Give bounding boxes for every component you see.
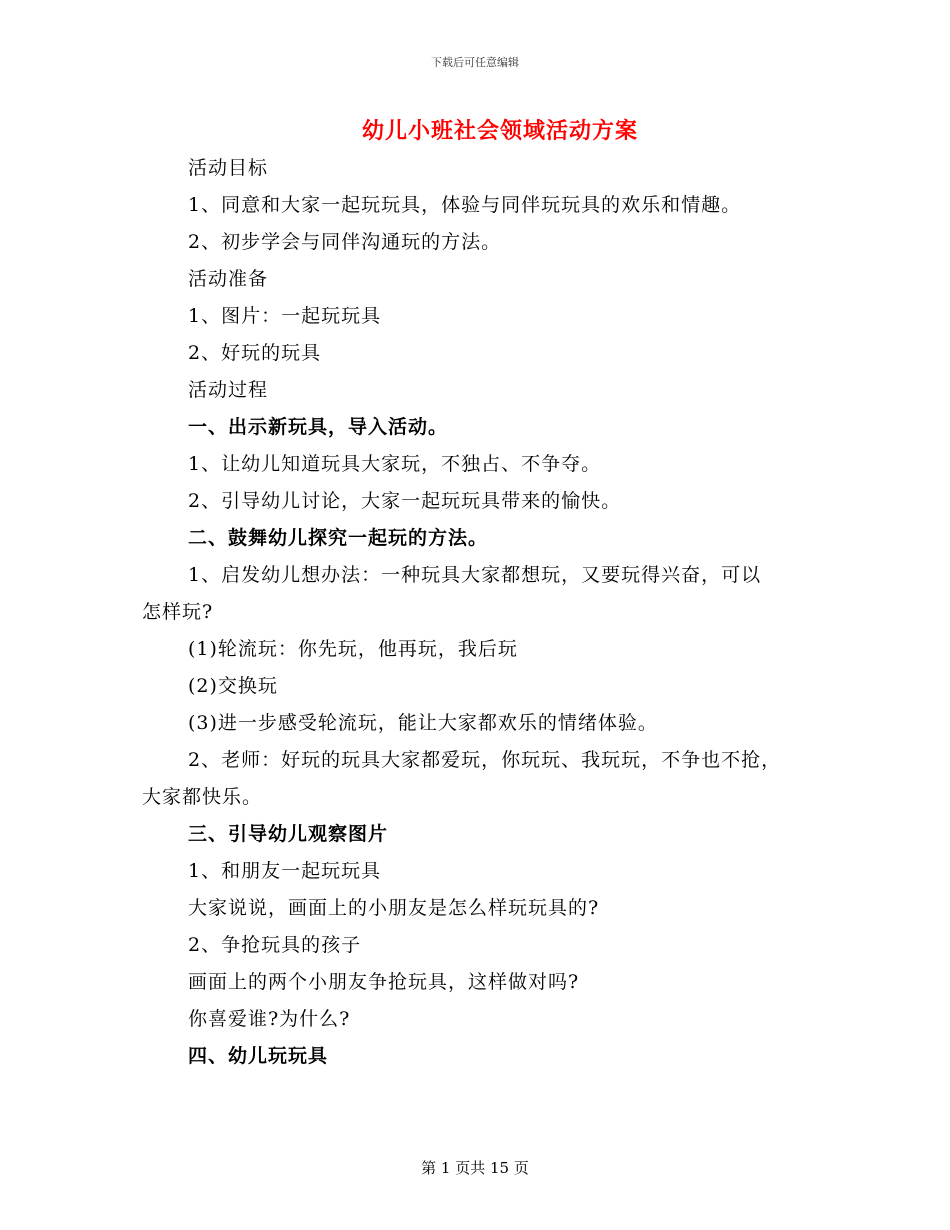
paragraph-line: 大家说说，画面上的小朋友是怎么样玩玩具的?: [188, 897, 600, 919]
paragraph-line: 怎样玩?: [142, 601, 214, 623]
paragraph-line: (2)交换玩: [188, 675, 278, 697]
paragraph-line: 活动目标: [188, 157, 269, 179]
paragraph-line: 1、启发幼儿想办法：一种玩具大家都想玩，又要玩得兴奋，可以: [188, 564, 762, 586]
document-title: 幼儿小班社会领域活动方案: [361, 118, 638, 144]
paragraph-line: 画面上的两个小朋友争抢玩具，这样做对吗?: [188, 971, 580, 993]
paragraph-line: (1)轮流玩：你先玩，他再玩，我后玩: [188, 638, 518, 660]
paragraph-line: 2、好玩的玩具: [188, 342, 322, 364]
paragraph-line: 1、图片：一起玩玩具: [188, 305, 382, 327]
paragraph-line: (3)进一步感受轮流玩，能让大家都欢乐的情绪体验。: [188, 712, 658, 734]
paragraph-line: 1、让幼儿知道玩具大家玩，不独占、不争夺。: [188, 453, 602, 475]
paragraph-line: 活动准备: [188, 268, 269, 290]
page-footer: 第 1 页共 15 页: [421, 1159, 529, 1177]
paragraph-line: 1、和朋友一起玩玩具: [188, 860, 382, 882]
section-heading: 二、鼓舞幼儿探究一起玩的方法。: [188, 527, 489, 549]
section-heading: 四、幼儿玩玩具: [188, 1045, 329, 1067]
section-heading: 三、引导幼儿观察图片: [188, 823, 389, 845]
paragraph-line: 2、争抢玩具的孩子: [188, 934, 362, 956]
paragraph-line: 活动过程: [188, 379, 269, 401]
paragraph-line: 你喜爱谁?为什么?: [188, 1008, 351, 1030]
paragraph-line: 1、同意和大家一起玩玩具，体验与同伴玩玩具的欢乐和情趣。: [188, 194, 742, 216]
header-note: 下载后可任意编辑: [431, 56, 519, 69]
paragraph-line: 2、老师：好玩的玩具大家都爱玩，你玩玩、我玩玩，不争也不抢，: [188, 749, 782, 771]
paragraph-line: 大家都快乐。: [142, 786, 263, 808]
document-body: [142, 150, 822, 1075]
paragraph-line: 2、初步学会与同伴沟通玩的方法。: [188, 231, 502, 253]
section-heading: 一、出示新玩具，导入活动。: [188, 416, 449, 438]
paragraph-line: 2、引导幼儿讨论，大家一起玩玩具带来的愉快。: [188, 490, 622, 512]
